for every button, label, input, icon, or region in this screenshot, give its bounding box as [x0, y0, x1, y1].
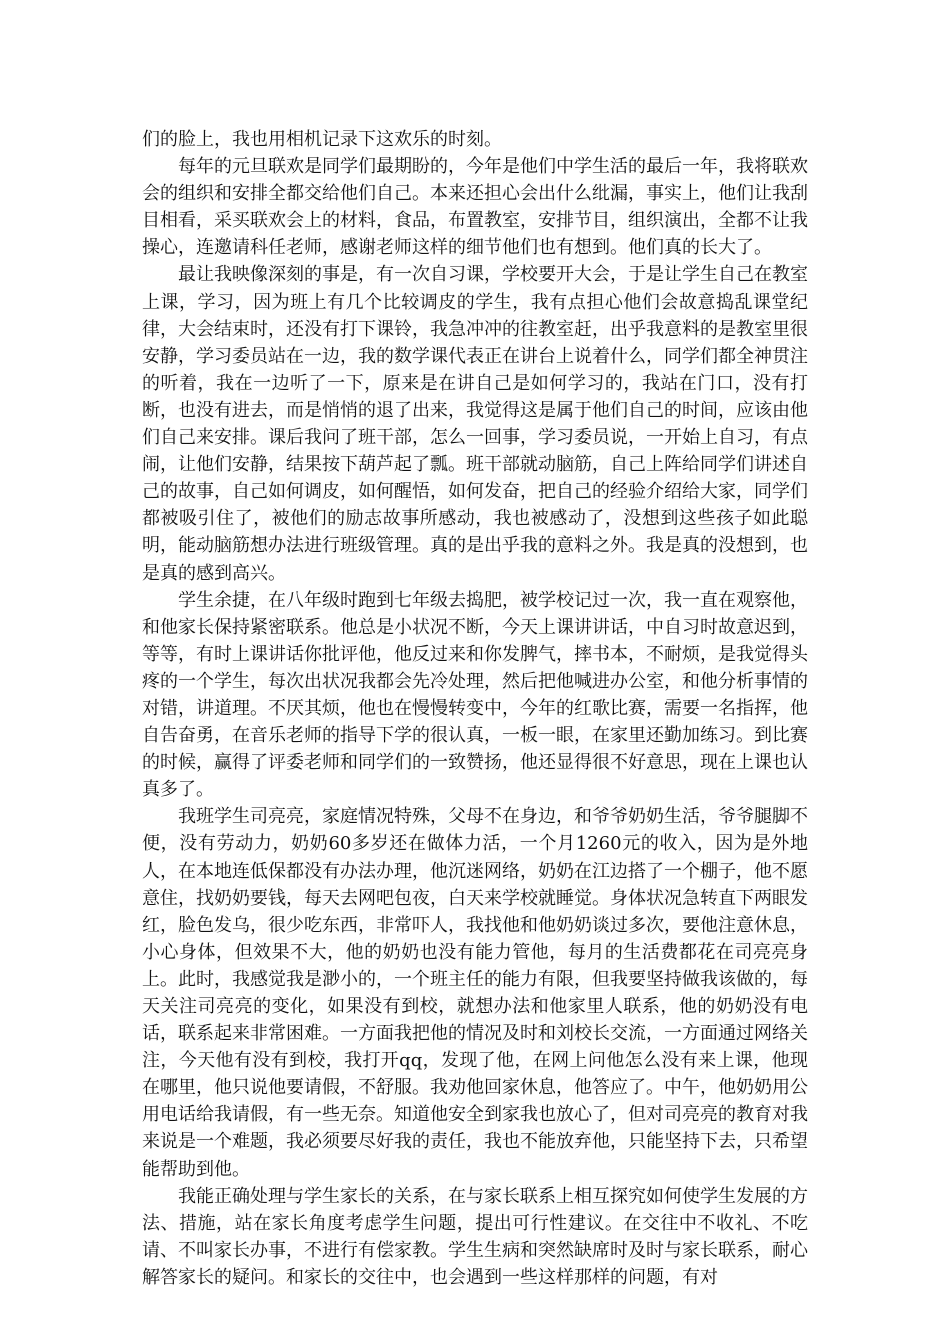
paragraph-3: 最让我映像深刻的事是，有一次自习课，学校要开大会，于是让学生自己在教室上课，学习，因为班上有几个比较调皮的学生，我有点担心他们会故意捣乱课堂纪律，大会结束时，还没有打下课铃，我急冲冲的往教室赶，出乎我意料的是教室里很安静，学习委员站在一边，我的数学课代表正在讲台上说着什么，同学们都全神贯注的听着，我在一边听了一下，原来是在讲自己是如何学习的，我站在门口，没有打断，也没有进去，而是悄悄的退了出来，我觉得这是属于他们自己的时间，应该由他们自己来安排。课后我问了班干部，怎么一回事，学习委员说，一开始上自习，有点闹，让他们安静，结果按下葫芦起了瓢。班干部就动脑筋，自己上阵给同学们讲述自己的故事，自己如何调皮，如何醒悟，如何发奋，把自己的经验介绍给大家，同学们都被吸引住了，被他们的励志故事所感动，我也被感动了，没想到这些孩子如此聪明，能动脑筋想办法进行班级管理。真的是出乎我的意料之外。我是真的没想到，也是真的感到高兴。 [142, 264, 808, 584]
paragraph-1: 们的脸上，我也用相机记录下这欢乐的时刻。 [142, 129, 502, 150]
paragraph-5: 我班学生司亮亮，家庭情况特殊，父母不在身边，和爷爷奶奶生活，爷爷腿脚不便，没有劳动力，奶奶60多岁还在做体力活，一个月1260元的收入，因为是外地人，在本地连低保都没有办法办理，他沉迷网络，奶奶在江边搭了一个棚子，他不愿意住，找奶奶要钱，每天去网吧包夜，白天来学校就睡觉。身体状况急转直下两眼发红，脸色发乌，很少吃东西，非常吓人，我找他和他奶奶谈过多次，要他注意休息，小心身体，但效果不大，他的奶奶也没有能力管他，每月的生活费都花在司亮亮身上。此时，我感觉我是渺小的，一个班主任的能力有限，但我要坚持做我该做的，每天关注司亮亮的变化，如果没有到校，就想办法和他家里人联系，他的奶奶没有电话，联系起来非常困难。一方面我把他的情况及时和刘校长交流，一方面通过网络关注，今天他有没有到校，我打开qq，发现了他，在网上问他怎么没有来上课，他现在哪里，他只说他要请假，不舒服。我劝他回家休息，他答应了。中午，他奶奶用公用电话给我请假，有一些无奈。知道他安全到家我也放心了，但对司亮亮的教育对我来说是一个难题，我必须要尽好我的责任，我也不能放弃他，只能坚持下去，只希望能帮助到他。 [142, 806, 808, 1180]
paragraph-2: 每年的元旦联欢是同学们最期盼的，今年是他们中学生活的最后一年，我将联欢会的组织和安排全都交给他们自己。本来还担心会出什么纰漏，事实上，他们让我刮目相看，采买联欢会上的材料，食品，布置教室，安排节目，组织演出，全都不让我操心，连邀请科任老师，感谢老师这样的细节他们也有想到。他们真的长大了。 [142, 156, 808, 259]
document-body [142, 126, 808, 1291]
paragraph-4: 学生余捷，在八年级时跑到七年级去捣肥，被学校记过一次，我一直在观察他，和他家长保持紧密联系。他总是小状况不断，今天上课讲讲话，中自习时故意迟到，等等，有时上课讲话你批评他，他反过来和你发脾气，摔书本，不耐烦，是我觉得头疼的一个学生，每次出状况我都会先冷处理，然后把他喊进办公室，和他分析事情的对错，讲道理。不厌其烦，他也在慢慢转变中，今年的红歌比赛，需要一名指挥，他自告奋勇，在音乐老师的指导下学的很认真，一板一眼，在家里还勤加练习。到比赛的时候，赢得了评委老师和同学们的一致赞扬，他还显得很不好意思，现在上课也认真多了。 [142, 589, 808, 801]
paragraph-6: 我能正确处理与学生家长的关系，在与家长联系上相互探究如何使学生发展的方法、措施，站在家长角度考虑学生问题，提出可行性建议。在交往中不收礼、不吃请、不叫家长办事，不进行有偿家教。学生生病和突然缺席时及时与家长联系，耐心解答家长的疑问。和家长的交往中，也会遇到一些这样那样的问题，有对 [142, 1185, 808, 1288]
